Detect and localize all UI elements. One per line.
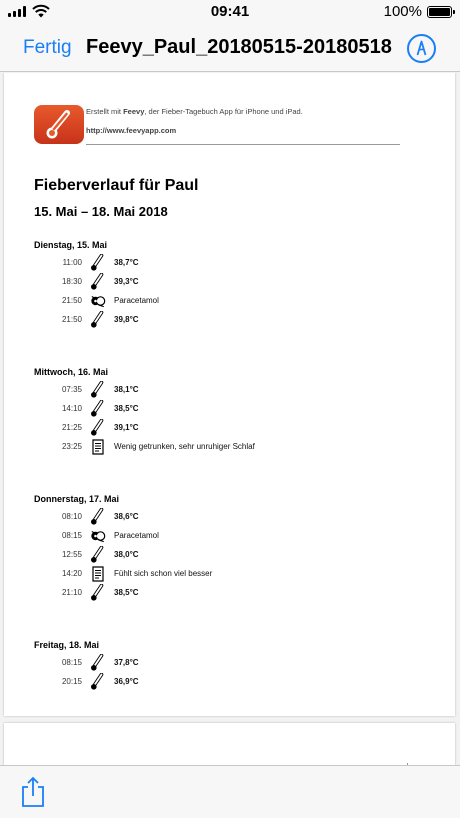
feevy-thermometer-app-icon — [34, 105, 84, 144]
thermometer-icon — [90, 311, 106, 329]
pill-icon — [90, 292, 106, 310]
diary-entry — [4, 400, 455, 419]
battery-icon — [427, 6, 452, 18]
pdf-preview[interactable] — [0, 73, 460, 765]
entry-time: 14:10 — [61, 404, 82, 413]
pdf-page-2 — [4, 723, 455, 765]
entry-text: 37,8°C — [114, 658, 139, 667]
entry-text: 38,1°C — [114, 385, 139, 394]
navigation-bar — [0, 24, 460, 72]
report-title: Fieberverlauf für Paul — [34, 177, 199, 194]
entry-time: 08:15 — [61, 658, 82, 667]
entry-time: 12:55 — [61, 550, 82, 559]
status-time: 09:41 — [210, 3, 250, 20]
credit-app-name: Feevy — [123, 107, 145, 116]
diary-entry — [4, 673, 455, 692]
thermometer-icon — [90, 419, 106, 437]
report-date-range: 15. Mai – 18. Mai 2018 — [34, 204, 168, 219]
day-heading: Mittwoch, 16. Mai — [34, 367, 109, 377]
diary-entry — [4, 381, 455, 400]
thermometer-icon — [90, 273, 106, 291]
day-heading: Freitag, 18. Mai — [34, 640, 100, 650]
diary-entry — [4, 438, 455, 457]
entry-text: Paracetamol — [114, 531, 159, 540]
entry-time: 20:15 — [61, 677, 82, 686]
entry-text: Fühlt sich schon viel besser — [114, 569, 213, 578]
credit-prefix: Erstellt mit — [86, 107, 124, 116]
entry-time: 08:10 — [61, 512, 82, 521]
bottom-toolbar — [0, 765, 460, 818]
thermometer-icon — [90, 546, 106, 564]
entry-time: 21:10 — [61, 588, 82, 597]
thermometer-icon — [90, 508, 106, 526]
entry-time: 23:25 — [61, 442, 82, 451]
done-button[interactable]: Fertig — [23, 37, 72, 58]
entry-text: 38,0°C — [114, 550, 139, 559]
thermometer-icon — [90, 584, 106, 602]
diary-entry — [4, 419, 455, 438]
thermometer-icon — [90, 254, 106, 272]
note-icon — [90, 438, 106, 456]
entry-text: 38,5°C — [114, 404, 139, 413]
diary-entry — [4, 311, 455, 330]
entry-time: 08:15 — [61, 531, 82, 540]
markup-pen-icon[interactable] — [407, 34, 436, 63]
entry-time: 21:50 — [61, 315, 82, 324]
app-website-link[interactable]: http://www.feevyapp.com — [86, 126, 177, 135]
document-title: Feevy_Paul_20180515-20180518 — [86, 36, 392, 58]
app-credit-line — [86, 107, 303, 116]
entry-text: Paracetamol — [114, 296, 159, 305]
diary-entry — [4, 508, 455, 527]
status-bar — [0, 0, 460, 24]
share-icon[interactable] — [20, 776, 46, 808]
entry-text: 39,8°C — [114, 315, 139, 324]
entry-text: 38,7°C — [114, 258, 139, 267]
diary-entry — [4, 565, 455, 584]
entry-time: 21:50 — [61, 296, 82, 305]
pdf-page — [4, 73, 455, 716]
thermometer-icon — [90, 654, 106, 672]
entry-time: 14:20 — [61, 569, 82, 578]
entry-time: 11:00 — [62, 258, 82, 267]
entry-time: 21:25 — [61, 423, 82, 432]
credit-suffix: , der Fieber-Tagebuch App für iPhone und iPad. — [144, 107, 303, 116]
entry-text: 39,3°C — [114, 277, 139, 286]
battery-percent: 100% — [383, 3, 422, 20]
diary-entry — [4, 527, 455, 546]
entry-time: 07:35 — [61, 385, 82, 394]
entry-text: Wenig getrunken, sehr unruhiger Schlaf — [114, 442, 255, 451]
pill-icon — [90, 527, 106, 545]
note-icon — [90, 565, 106, 583]
diary-entry — [4, 654, 455, 673]
day-heading: Donnerstag, 17. Mai — [34, 494, 120, 504]
entry-text: 38,5°C — [114, 588, 139, 597]
entry-text: 36,9°C — [114, 677, 139, 686]
diary-entry — [4, 546, 455, 565]
entry-text: 38,6°C — [114, 512, 139, 521]
divider — [86, 144, 400, 145]
diary-entry — [4, 273, 455, 292]
diary-entry — [4, 292, 455, 311]
entry-time: 18:30 — [61, 277, 82, 286]
diary-entry — [4, 254, 455, 273]
entry-text: 39,1°C — [114, 423, 139, 432]
diary-entry — [4, 584, 455, 603]
thermometer-icon — [90, 400, 106, 418]
day-heading: Dienstag, 15. Mai — [34, 240, 108, 250]
thermometer-icon — [90, 673, 106, 691]
thermometer-icon — [90, 381, 106, 399]
